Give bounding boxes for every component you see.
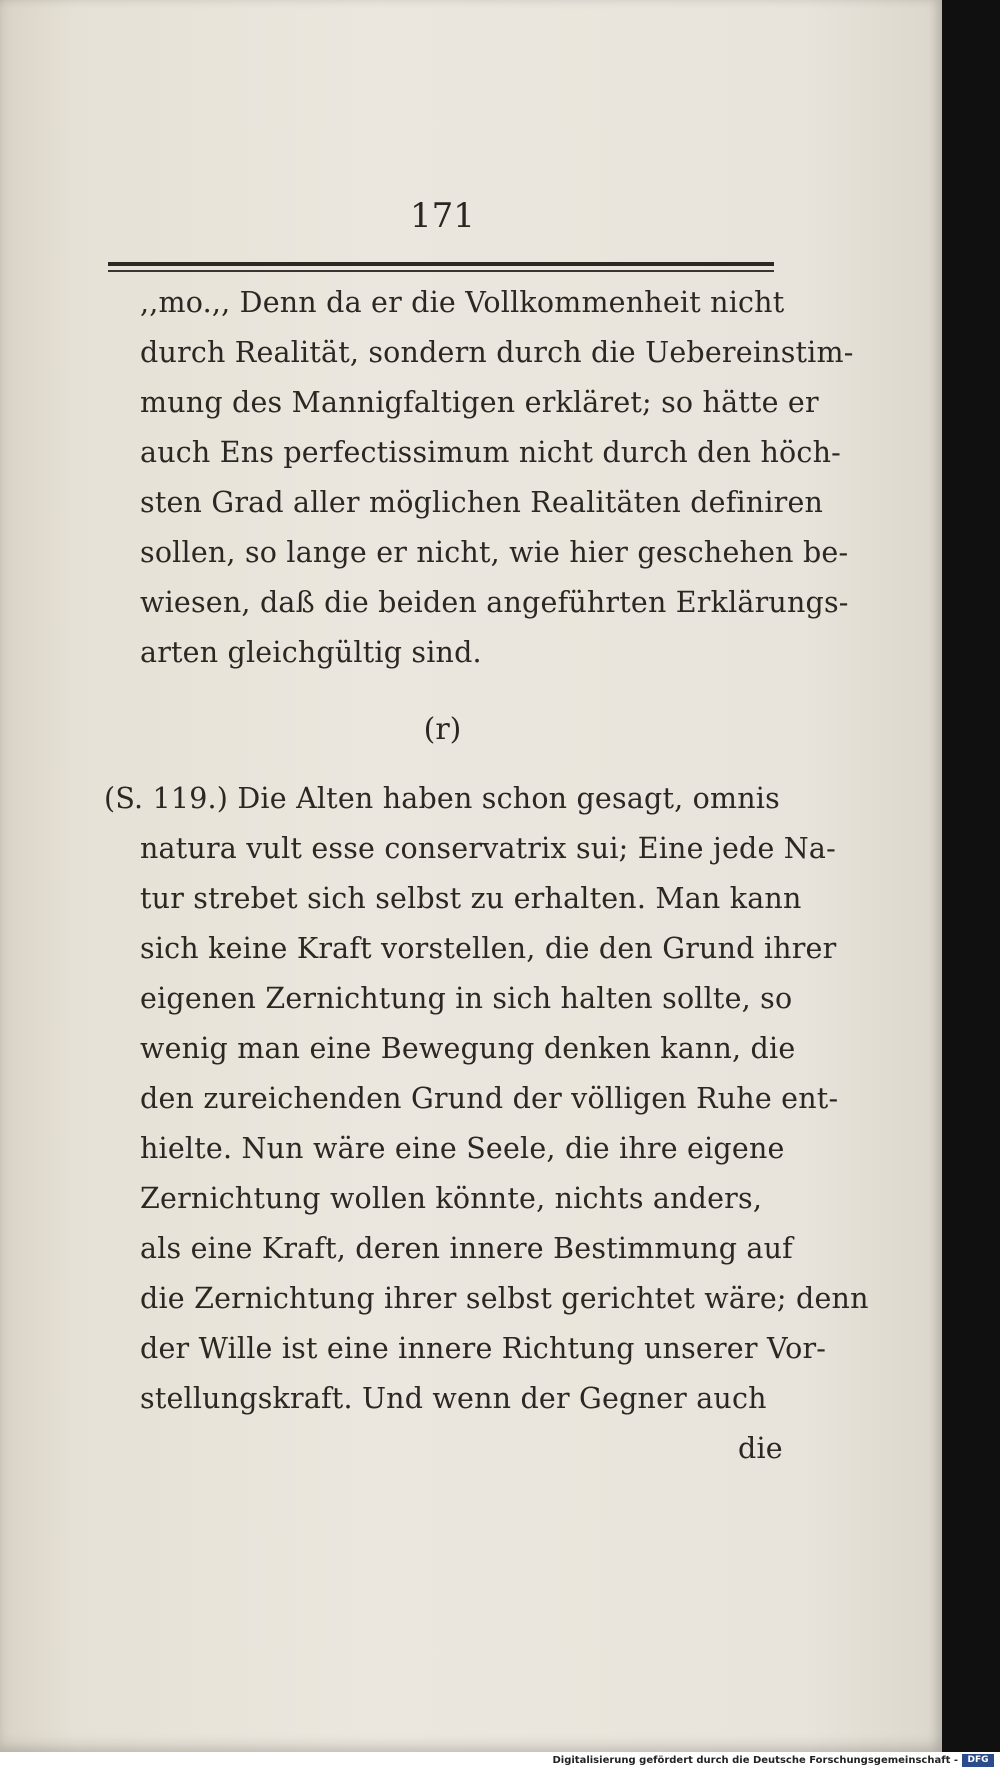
text-line: arten gleichgültig sind.: [140, 636, 482, 669]
text-line: tur strebet sich selbst zu erhalten. Man kann: [140, 882, 802, 915]
text-line: der Wille ist eine innere Richtung unserer Vor-: [140, 1332, 827, 1365]
text-line: als eine Kraft, deren innere Bestimmung auf: [140, 1232, 793, 1265]
footnote-marker: (r): [423, 712, 462, 747]
text-line: Zernichtung wollen könnte, nichts anders,: [140, 1182, 763, 1215]
catchword: die: [738, 1432, 783, 1465]
text-line: durch Realität, sondern durch die Uebereinstim-: [140, 336, 854, 369]
text-line: sich keine Kraft vorstellen, die den Grund ihrer: [140, 932, 837, 965]
text-line: ,,mo.,, Denn da er die Vollkommenheit nicht: [140, 286, 785, 319]
text-line: wenig man eine Bewegung denken kann, die: [140, 1032, 796, 1065]
text-line: den zureichenden Grund der völligen Ruhe ent-: [140, 1082, 839, 1115]
dfg-logo: DFG: [962, 1754, 994, 1767]
text-line: wiesen, daß die beiden angeführten Erklärungs-: [140, 586, 849, 619]
text-line: sten Grad aller möglichen Realitäten definiren: [140, 486, 824, 519]
text-line: hielte. Nun wäre eine Seele, die ihre eigene: [140, 1132, 785, 1165]
text-line: die Zernichtung ihrer selbst gerichtet wäre; denn: [140, 1282, 869, 1315]
page-number: 171: [410, 196, 475, 236]
text-line: auch Ens perfectissimum nicht durch den höch-: [140, 436, 841, 469]
text-line: (S. 119.) Die Alten haben schon gesagt, omnis: [104, 782, 780, 815]
text-line: mung des Mannigfaltigen erkläret; so hätte er: [140, 386, 819, 419]
dfg-credit: Digitalisierung gefördert durch die Deutsche Forschungsgemeinschaft -: [552, 1755, 958, 1766]
text-line: natura vult esse conservatrix sui; Eine jede Na-: [140, 832, 836, 865]
text-line: stellungskraft. Und wenn der Gegner auch: [140, 1382, 767, 1415]
text-line: sollen, so lange er nicht, wie hier geschehen be-: [140, 536, 849, 569]
text-line: eigenen Zernichtung in sich halten sollte, so: [140, 982, 793, 1015]
